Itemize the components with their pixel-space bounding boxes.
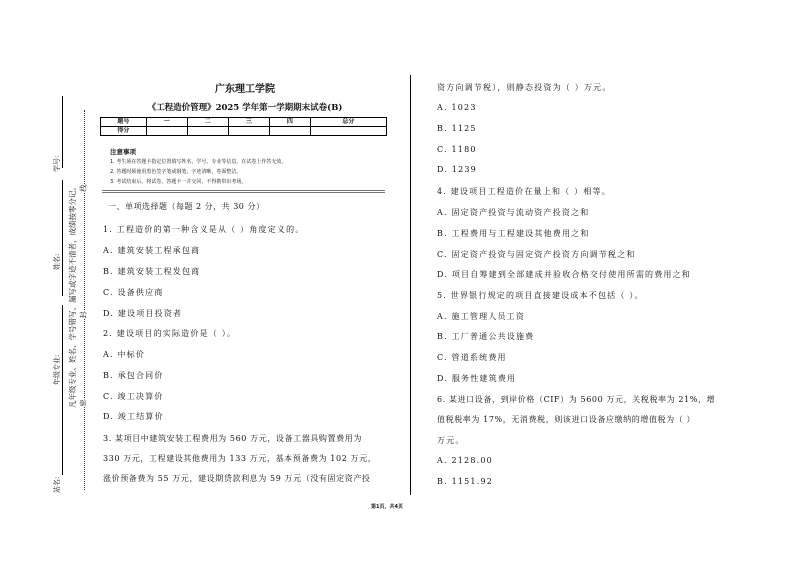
exam-title: 《工程造价管理》2025 学年第一学期期末试卷(B) (147, 103, 343, 113)
note-item: 1. 考生须在答题卡指定位置填写姓名、学号、专业等信息，在试卷上作答无效。 (110, 159, 287, 165)
line-marker: 线 (79, 184, 88, 192)
question-5-stem: 5. 世界银行规定的项目直接建设成本不包括（ ）。 (437, 291, 644, 300)
question-2-option-a: A. 中标价 (103, 350, 146, 359)
question-3-stem-line2: 330 万元，工程建设其他费用为 133 万元，基本预备费为 102 万元， (103, 454, 377, 463)
seal-marker: 密 (79, 399, 88, 407)
question-2-option-b: B. 承包合同价 (103, 371, 164, 380)
question-6-stem-line2: 值税税率为 17%，无消费税，则该进口设备应缴纳的增值税为（ ） (437, 415, 696, 424)
question-3-stem-line1: 3. 某项目中建筑安装工程费用为 560 万元，设备工器具购置费用为 (103, 434, 362, 443)
question-4-option-c: C. 固定资产投资与固定资产投资方向调节税之和 (437, 250, 636, 259)
score-table-cell: 三 (228, 118, 269, 127)
question-1-option-d: D. 建设项目投资者 (103, 309, 183, 318)
question-3-option-c: C. 1180 (437, 145, 477, 154)
question-3-stem-line3: 涨价预备费为 55 万元，建设期贷款利息为 59 万元（没有固定资产投 (103, 474, 371, 483)
question-4-option-d: D. 项目自筹建到全部建成并验收合格交付使用所需的费用之和 (437, 270, 692, 279)
question-2-option-c: C. 竣工决算价 (103, 392, 164, 401)
question-2-option-d: D. 竣工结算价 (103, 412, 164, 421)
question-6-option-b: B. 1151.92 (437, 477, 494, 486)
student-id-label: 学号: (53, 155, 61, 172)
question-1-option-b: B. 建筑安装工程发包商 (103, 267, 201, 276)
section-divider (102, 190, 385, 193)
score-table-cell: 一 (146, 118, 187, 127)
field-line-name (62, 180, 63, 292)
score-table-header-row (101, 118, 387, 127)
note-item: 2. 答题时须使用黑色签字笔或钢笔，字迹清晰，卷面整洁。 (110, 169, 242, 175)
binding-dotted-line (84, 110, 85, 490)
section-title: 一、单项选择题（每题 2 分，共 30 分） (108, 202, 265, 211)
score-table-cell: 二 (187, 118, 228, 127)
question-6-stem-line3: 万元。 (437, 436, 465, 445)
question-3-option-b: B. 1125 (437, 124, 477, 133)
question-6-stem-line1: 6. 某进口设备，到岸价格（CIF）为 5600 万元，关税税率为 21%，增 (437, 395, 716, 404)
question-4-option-b: B. 工程费用与工程建设其他费用之和 (437, 229, 590, 238)
score-table-score-row (101, 127, 387, 136)
note-item: 3. 考试结束后，将试卷、答题卡一并交回，不得携带出考场。 (110, 179, 247, 185)
grade-major-label: 年级专业: (53, 354, 61, 385)
question-6-option-a: A. 2128.00 (437, 456, 493, 465)
question-3-option-a: A. 1023 (437, 103, 477, 112)
binding-warning: 凡年级专业、姓名、学号错写、漏写或字迹不清者，成绩按零分记。 (68, 183, 77, 408)
score-cell-2 (187, 127, 228, 136)
name-label: 姓名: (53, 253, 61, 270)
question-3-option-d: D. 1239 (437, 165, 477, 174)
score-table (100, 117, 387, 136)
question-3-stem-line4: 资方向调节税），则静态投资为（ ）万元。 (437, 83, 612, 92)
score-table-cell: 总分 (310, 118, 386, 127)
fold-marker: 封 (79, 311, 88, 319)
question-1-option-c: C. 设备供应商 (103, 288, 164, 297)
field-line-grade-major-2 (62, 305, 63, 410)
score-cell-total (310, 127, 386, 136)
page-number: 第1页，共4页 (371, 504, 403, 510)
field-line-site (62, 400, 63, 475)
score-cell-3 (228, 127, 269, 136)
question-4-option-a: A. 固定资产投资与流动资产投资之和 (437, 208, 590, 217)
column-divider (410, 75, 411, 495)
question-5-option-d: D. 服务性建筑费用 (437, 374, 517, 383)
score-table-cell: 得分 (101, 127, 147, 136)
question-1-option-a: A. 建筑安装工程承包商 (103, 246, 201, 255)
score-table-cell: 四 (269, 118, 310, 127)
field-line-student-id (62, 96, 63, 168)
question-5-option-a: A. 施工管理人员工资 (437, 312, 526, 321)
question-1-stem: 1. 工程造价的第一种含义是从（ ）角度定义的。 (103, 225, 305, 234)
notes-title: 注意事项 (110, 148, 136, 156)
site-label: 站名: (53, 476, 61, 493)
score-cell-4 (269, 127, 310, 136)
question-5-option-c: C. 管道系统费用 (437, 353, 507, 362)
score-cell-1 (146, 127, 187, 136)
field-line-grade-major (62, 290, 63, 296)
question-5-option-b: B. 工厂普通公共设施费 (437, 332, 535, 341)
question-2-stem: 2. 建设项目的实际造价是（ ）。 (103, 329, 237, 338)
question-4-stem: 4. 建设项目工程造价在量上和（ ）相等。 (437, 187, 611, 196)
score-table-cell: 题号 (101, 118, 147, 127)
school-name: 广东理工学院 (215, 84, 275, 95)
